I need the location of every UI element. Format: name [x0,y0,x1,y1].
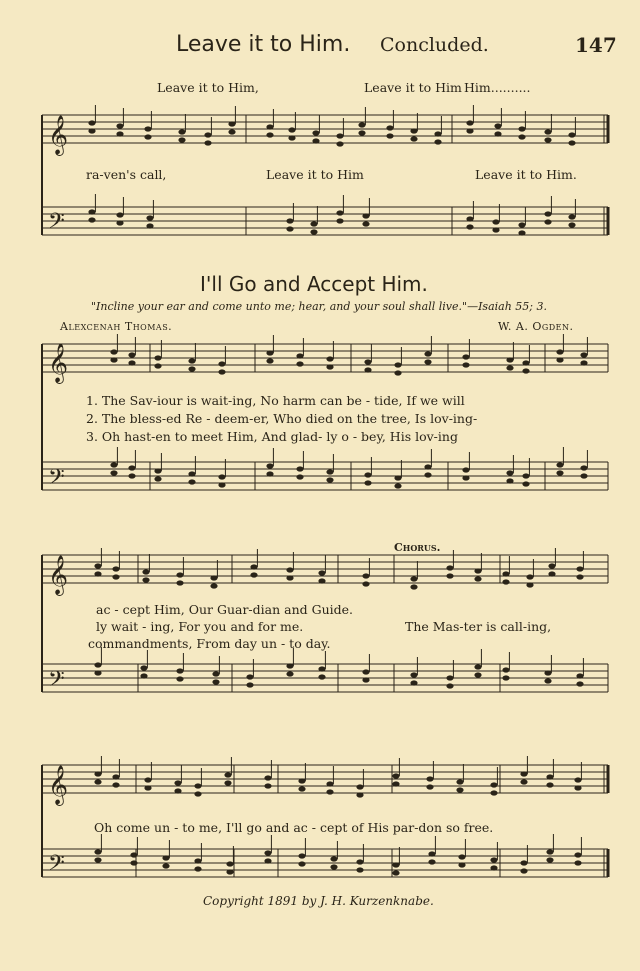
note-head [358,130,365,135]
note-head [94,857,101,862]
bass-clef-icon: 𝄢 [48,465,65,495]
note-head [154,468,161,473]
note-head [296,474,303,479]
note-head [146,223,153,228]
epigraph: "Incline your ear and come unto me; hear, and your soul shall live."—Isaiah 55; 3. [91,300,547,313]
note-head [426,784,433,789]
note-head [318,578,325,583]
note-head [522,481,529,486]
note-head [502,579,509,584]
lyric-top-3: Him.......... [464,80,531,95]
note-head [462,362,469,367]
note-head [544,219,551,224]
note-head [576,681,583,686]
note-head [298,861,305,866]
note-head [312,130,319,135]
note-head [266,132,273,137]
note-head [194,791,201,796]
note-head [394,362,401,367]
note-head [250,572,257,577]
note-head [546,849,553,854]
note-head [336,218,343,223]
note-head [296,361,303,366]
note-head [112,782,119,787]
note-head [330,856,337,861]
note-head [446,675,453,680]
note-head [362,581,369,586]
note-head [358,122,365,127]
note-head [154,363,161,368]
note-head [490,865,497,870]
verse-cont-1: ac - cept Him, Our Guar-dian and Guide. [96,602,354,617]
note-head [428,851,435,856]
lyric-bottom-1: ra-ven's call, [86,167,167,182]
note-head [568,140,575,145]
note-head [446,573,453,578]
note-head [212,679,219,684]
note-head [226,861,233,866]
note-head [94,771,101,776]
note-head [580,465,587,470]
note-head [130,860,137,865]
note-head [310,221,317,226]
note-head [446,683,453,688]
note-head [364,480,371,485]
note-head [356,867,363,872]
note-head [266,350,273,355]
note-head [146,215,153,220]
note-head [264,775,271,780]
note-head [548,571,555,576]
note-head [364,472,371,477]
note-head [194,866,201,871]
note-head [94,563,101,568]
note-head [116,212,123,217]
note-head [386,125,393,130]
note-head [246,674,253,679]
lyric-bottom-2: Leave it to Him [266,167,364,182]
note-head [176,580,183,585]
bass-clef-icon: 𝄢 [48,209,65,239]
note-head [188,366,195,371]
note-head [490,790,497,795]
note-head [394,475,401,480]
note-head [286,226,293,231]
note-head [140,673,147,678]
note-head [410,128,417,133]
note-head [574,852,581,857]
note-head [140,665,147,670]
note-head [518,134,525,139]
composer-credit: W. A. Ogden. [498,320,574,333]
note-head [428,859,435,864]
note-head [174,788,181,793]
note-head [424,359,431,364]
note-head [362,669,369,674]
note-head [544,211,551,216]
note-head [142,569,149,574]
note-head [556,349,563,354]
note-head [556,357,563,362]
note-head [88,128,95,133]
note-head [522,368,529,373]
note-head [506,470,513,475]
note-head [188,471,195,476]
note-head [494,131,501,136]
note-head [194,858,201,863]
note-head [410,584,417,589]
note-head [224,780,231,785]
copyright-notice: Copyright 1891 by J. H. Kurzenknabe. [203,894,434,908]
page-number: 147 [575,33,617,57]
note-head [336,210,343,215]
note-head [336,133,343,138]
page-subtitle: Concluded. [380,34,489,56]
note-head [580,352,587,357]
note-head [88,209,95,214]
note-head [392,781,399,786]
note-head [356,784,363,789]
note-head [506,365,513,370]
note-head [576,566,583,571]
note-head [518,230,525,235]
note-head [286,218,293,223]
note-head [424,472,431,477]
note-head [326,477,333,482]
note-head [286,575,293,580]
note-head [154,476,161,481]
note-head [474,568,481,573]
note-head [144,126,151,131]
note-head [298,778,305,783]
treble-clef-icon: 𝄞 [48,115,69,155]
note-head [580,360,587,365]
note-head [266,471,273,476]
note-head [502,675,509,680]
note-head [194,783,201,788]
note-head [154,355,161,360]
note-head [288,127,295,132]
note-head [162,863,169,868]
note-head [298,853,305,858]
note-head [286,671,293,676]
note-head [424,351,431,356]
note-head [362,213,369,218]
note-head [288,135,295,140]
note-head [492,219,499,224]
note-head [130,852,137,857]
note-head [326,364,333,369]
note-head [94,662,101,667]
note-head [326,469,333,474]
note-head [394,483,401,488]
note-head [522,360,529,365]
treble-clef-icon: 𝄞 [48,555,69,595]
note-head [218,474,225,479]
note-head [362,677,369,682]
note-head [204,140,211,145]
note-head [466,216,473,221]
note-head [410,136,417,141]
bass-clef-icon: 𝄢 [48,851,65,881]
note-head [462,354,469,359]
note-head [494,123,501,128]
note-head [176,572,183,577]
note-head [544,670,551,675]
note-head [520,779,527,784]
note-head [520,860,527,865]
note-head [110,357,117,362]
note-head [456,779,463,784]
note-head [548,563,555,568]
note-head [110,470,117,475]
note-head [94,849,101,854]
note-head [474,664,481,669]
note-head [128,352,135,357]
note-head [410,680,417,685]
note-head [298,786,305,791]
note-head [506,357,513,362]
note-head [434,139,441,144]
note-head [178,137,185,142]
song-title: I'll Go and Accept Him. [200,272,428,296]
note-head [458,862,465,867]
note-head [142,577,149,582]
note-head [116,131,123,136]
lyric-top-1: Leave it to Him, [157,80,259,95]
note-head [424,464,431,469]
verse-cont-3: commandments, From day un - to day. [88,636,331,651]
note-head [178,129,185,134]
note-head [392,862,399,867]
verse-line-1: 1. The Sav-iour is wait-ing, No harm can be - tide, If we will [86,393,465,408]
note-head [546,774,553,779]
note-head [116,123,123,128]
note-head [116,220,123,225]
note-head [520,771,527,776]
note-head [94,670,101,675]
page-title: Leave it to Him. [176,32,351,57]
note-head [502,571,509,576]
note-head [326,356,333,361]
note-head [466,128,473,133]
note-head [556,470,563,475]
note-head [546,857,553,862]
note-head [522,473,529,478]
note-head [546,782,553,787]
treble-clef-icon: 𝄞 [48,765,69,805]
note-head [266,124,273,129]
note-head [264,783,271,788]
note-head [204,132,211,137]
note-head [228,129,235,134]
note-head [246,682,253,687]
note-head [128,360,135,365]
note-head [426,776,433,781]
note-head [392,773,399,778]
note-head [176,668,183,673]
note-head [502,667,509,672]
note-head [210,575,217,580]
note-head [330,864,337,869]
note-head [226,869,233,874]
note-head [356,859,363,864]
note-head [574,860,581,865]
note-head [518,126,525,131]
note-head [112,566,119,571]
note-head [434,131,441,136]
note-head [392,870,399,875]
author-credit: Alexcenah Thomas. [60,320,173,333]
note-head [410,576,417,581]
note-head [336,141,343,146]
note-head [264,850,271,855]
note-head [174,780,181,785]
note-head [518,222,525,227]
note-head [110,462,117,467]
note-head [296,353,303,358]
note-head [110,349,117,354]
note-head [94,779,101,784]
note-head [112,574,119,579]
note-head [446,565,453,570]
note-head [580,473,587,478]
note-head [296,466,303,471]
note-head [574,785,581,790]
note-head [568,214,575,219]
note-head [318,666,325,671]
note-head [188,479,195,484]
note-head [144,785,151,790]
note-head [462,475,469,480]
note-head [144,134,151,139]
note-head [492,227,499,232]
note-head [394,370,401,375]
note-head [264,858,271,863]
verse-line-2: 2. The bless-ed Re - deem-er, Who died on the tree, Is lov-ing- [86,411,478,426]
note-head [162,855,169,860]
note-head [310,229,317,234]
note-head [318,674,325,679]
note-head [490,782,497,787]
note-head [318,570,325,575]
note-head [568,222,575,227]
final-lyric: Oh come un - to me, I'll go and ac - cept of His par-don so free. [94,820,494,835]
note-head [544,678,551,683]
note-head [568,132,575,137]
note-head [266,463,273,468]
verse-cont-2: ly wait - ing, For you and for me. [96,619,304,634]
note-head [490,857,497,862]
note-head [144,777,151,782]
note-head [576,673,583,678]
note-head [362,221,369,226]
chorus-lyric: The Mas-ter is call-ing, [405,619,552,634]
note-head [286,567,293,572]
note-head [526,574,533,579]
note-head [88,120,95,125]
note-head [556,462,563,467]
note-head [576,574,583,579]
lyric-top-2: Leave it to Him [364,80,462,95]
chorus-label: Chorus. [394,541,441,554]
note-head [128,465,135,470]
note-head [326,781,333,786]
note-head [410,672,417,677]
note-head [520,868,527,873]
note-head [210,583,217,588]
note-head [212,671,219,676]
note-head [526,582,533,587]
note-head [250,564,257,569]
note-head [286,663,293,668]
note-head [362,573,369,578]
note-head [188,358,195,363]
note-head [228,121,235,126]
note-head [386,133,393,138]
note-head [462,467,469,472]
note-head [218,361,225,366]
lyric-bottom-3: Leave it to Him. [475,167,577,182]
note-head [356,792,363,797]
note-head [474,576,481,581]
note-head [506,478,513,483]
note-head [474,672,481,677]
note-head [218,482,225,487]
note-head [458,854,465,859]
note-head [94,571,101,576]
note-head [128,473,135,478]
note-head [312,138,319,143]
note-head [364,359,371,364]
note-head [176,676,183,681]
note-head [364,367,371,372]
note-head [266,358,273,363]
note-head [112,774,119,779]
verse-line-3: 3. Oh hast-en to meet Him, And glad- ly o - bey, His lov-ing [86,429,458,444]
note-head [218,369,225,374]
note-head [88,217,95,222]
note-head [466,120,473,125]
note-head [224,772,231,777]
note-head [456,787,463,792]
note-head [466,224,473,229]
note-head [544,129,551,134]
treble-clef-icon: 𝄞 [48,343,69,383]
bass-clef-icon: 𝄢 [48,667,65,697]
note-head [326,789,333,794]
note-head [574,777,581,782]
note-head [544,137,551,142]
